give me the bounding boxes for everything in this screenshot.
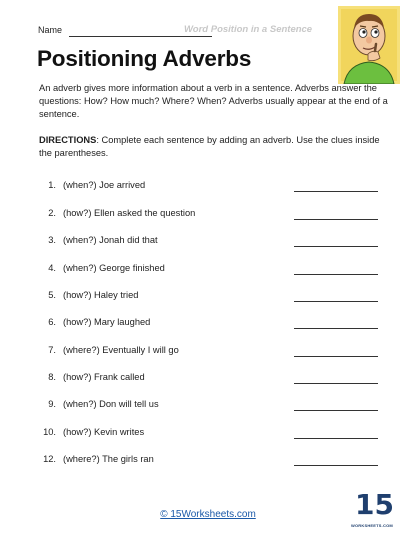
item-text: (when?) Jonah did that <box>63 235 158 245</box>
name-field-line[interactable] <box>69 36 212 37</box>
item-text: (when?) Don will tell us <box>63 399 159 409</box>
item-number: 8. <box>48 372 56 382</box>
answer-line[interactable] <box>294 219 378 220</box>
footer <box>0 504 416 522</box>
item-number: 4. <box>48 263 56 273</box>
exercise-item <box>0 345 416 359</box>
item-number: 1. <box>48 180 56 190</box>
site-logo <box>351 488 394 532</box>
item-text: (how?) Kevin writes <box>63 427 145 437</box>
answer-line[interactable] <box>294 274 378 275</box>
answer-line[interactable] <box>294 410 378 411</box>
item-number: 10. <box>43 427 56 437</box>
exercise-item <box>0 180 416 194</box>
answer-line[interactable] <box>294 246 378 247</box>
item-number: 9. <box>48 399 56 409</box>
exercise-item <box>0 263 416 277</box>
answer-line[interactable] <box>294 191 378 192</box>
exercise-item <box>0 372 416 386</box>
exercise-item <box>0 317 416 331</box>
intro-paragraph: An adverb gives more information about a verb in a sentence. Adverbs answer the questions: How? How much? Where? When? Adverbs usually appear at the end of a sentence. <box>39 83 388 119</box>
answer-line[interactable] <box>294 328 378 329</box>
exercise-item <box>0 427 416 441</box>
item-text: (how?) Mary laughed <box>63 317 151 327</box>
thinking-cartoon-man-icon <box>338 6 400 84</box>
answer-line[interactable] <box>294 383 378 384</box>
item-number: 5. <box>48 290 56 300</box>
worksheet-header <box>38 22 328 40</box>
exercise-item <box>0 235 416 249</box>
directions-label: DIRECTIONS <box>39 135 97 145</box>
worksheet-subtitle: Word Position in a Sentence <box>184 24 313 35</box>
answer-line[interactable] <box>294 465 378 466</box>
item-text: (when?) Joe arrived <box>63 180 146 190</box>
directions-paragraph <box>39 134 384 160</box>
item-text: (where?) The girls ran <box>63 454 154 464</box>
directions-text: : Complete each sentence by adding an adverb. Use the clues inside the parentheses. <box>39 135 380 158</box>
answer-line[interactable] <box>294 301 378 302</box>
exercise-item <box>0 454 416 468</box>
footer-link[interactable]: © 15Worksheets.com <box>160 509 256 520</box>
name-label: Name <box>38 25 63 35</box>
item-text: (how?) Ellen asked the question <box>63 208 196 218</box>
item-number: 6. <box>48 317 56 327</box>
exercise-item <box>0 290 416 304</box>
item-text: (where?) Eventually I will go <box>63 345 179 355</box>
page-title: Positioning Adverbs <box>37 46 252 71</box>
answer-line[interactable] <box>294 438 378 439</box>
item-text: (when?) George finished <box>63 263 165 273</box>
answer-line[interactable] <box>294 356 378 357</box>
item-text: (how?) Frank called <box>63 372 145 382</box>
item-number: 7. <box>48 345 56 355</box>
item-number: 2. <box>48 208 56 218</box>
exercise-item <box>0 208 416 222</box>
exercise-item <box>0 399 416 413</box>
item-number: 3. <box>48 235 56 245</box>
item-number: 12. <box>43 454 56 464</box>
item-text: (how?) Haley tried <box>63 290 139 300</box>
logo-wordmark: WORKSHEETS.COM <box>351 523 393 528</box>
logo-number: 15 <box>355 488 394 521</box>
